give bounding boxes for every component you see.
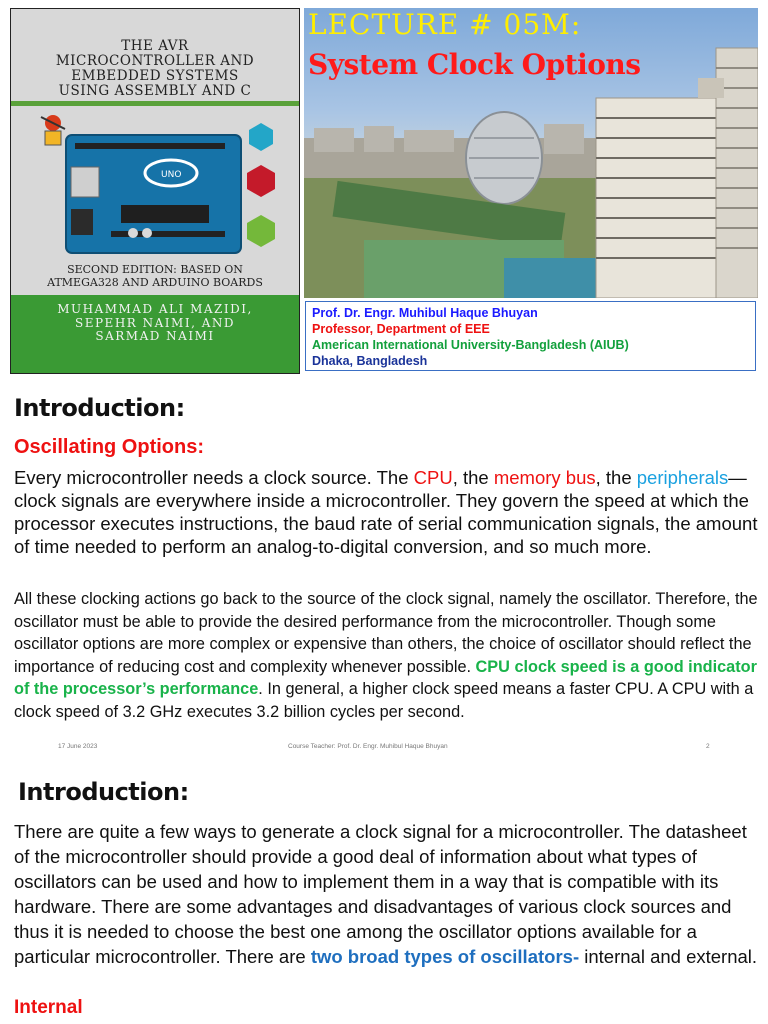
footer-teacher: Course Teacher: Prof. Dr. Engr. Muhibul Haque Bhuyan [288, 743, 448, 750]
author-role: Professor, Department of EEE [312, 322, 490, 336]
author-location: Dhaka, Bangladesh [312, 354, 428, 368]
arduino-board-illustration [11, 109, 299, 259]
slide3-paragraph: There are quite a few ways to generate a clock signal for a microcontroller. The datasheet of the microcontroller should provide a good deal of information about what types of oscillators can be used and how to implement them in a way that is compatible with its hardware. There are some advantages and disadvantages of various clock sources and thus it is needed to choose the best one among the oscillator options available for a particular microcontroller. There are two broad types of oscillators- internal and external. [14, 821, 758, 967]
internal-label: Internal [14, 997, 83, 1018]
svg-text:UNO: UNO [161, 170, 182, 180]
slide2-heading: Introduction: [14, 394, 185, 422]
author-info-box [305, 301, 756, 371]
atmel-logo-icon [41, 115, 65, 145]
slide2-paragraph-2: All these clocking actions go back to the source of the clock signal, namely the oscillator. Therefore, the oscillator must be able to provide the desired performance from the microcontroller. Though some oscillator options are more complex or expensive than others, the choice of oscillator should reflect the importance of reducing cost and complexity whenever possible. CPU clock speed is a good indicator of the processor’s performance. In general, a higher clock speed means a faster CPU. A CPU with a clock speed of 3.2 GHz executes 3.2 billion cycles per second. [14, 590, 758, 721]
arduino-board-icon [66, 135, 241, 253]
peripherals-term: peripherals [636, 467, 729, 488]
cpu-term: CPU [413, 467, 453, 488]
book-cover-image [10, 8, 300, 374]
slide-subtitle: System Clock Options [308, 48, 641, 81]
author-name: Prof. Dr. Engr. Muhibul Haque Bhuyan [312, 306, 538, 320]
book-divider [11, 101, 299, 106]
slide2-paragraph-1: Every microcontroller needs a clock source. The CPU, the memory bus, the peripherals—clock signals are everywhere inside a microcontroller. They govern the speed at which the processor executes instructions, the baud rate of serial communication signals, the amount of time needed to perform an analog-to-digital conversion, and so much more. [14, 467, 758, 557]
lecture-title: LECTURE # 05M: [308, 8, 582, 41]
author-university: American International University-Bangladesh (AIUB) [312, 338, 629, 352]
oscillator-types-highlight: two broad types of oscillators- [310, 946, 580, 967]
cpu-speed-highlight: CPU clock speed is a good indicator of the processor’s performance [14, 657, 757, 698]
slide3-heading: Introduction: [18, 778, 189, 806]
book-authors: MUHAMMAD ALI MAZIDI, SEPEHR NAIMI, AND SARMAD NAIMI [11, 295, 299, 374]
book-edition: SECOND EDITION: BASED ON ATMEGA328 AND ARDUINO BOARDS [47, 263, 263, 289]
footer-date: 17 June 2023 [58, 743, 98, 750]
book-title: THE AVR MICROCONTROLLER AND EMBEDDED SYSTEMS USING ASSEMBLY AND C [55, 38, 255, 99]
slide2-subheading: Oscillating Options: [14, 436, 205, 458]
memory-bus-term: memory bus [493, 467, 596, 488]
cube-icons [247, 123, 275, 247]
footer-page-number: 2 [706, 743, 710, 750]
